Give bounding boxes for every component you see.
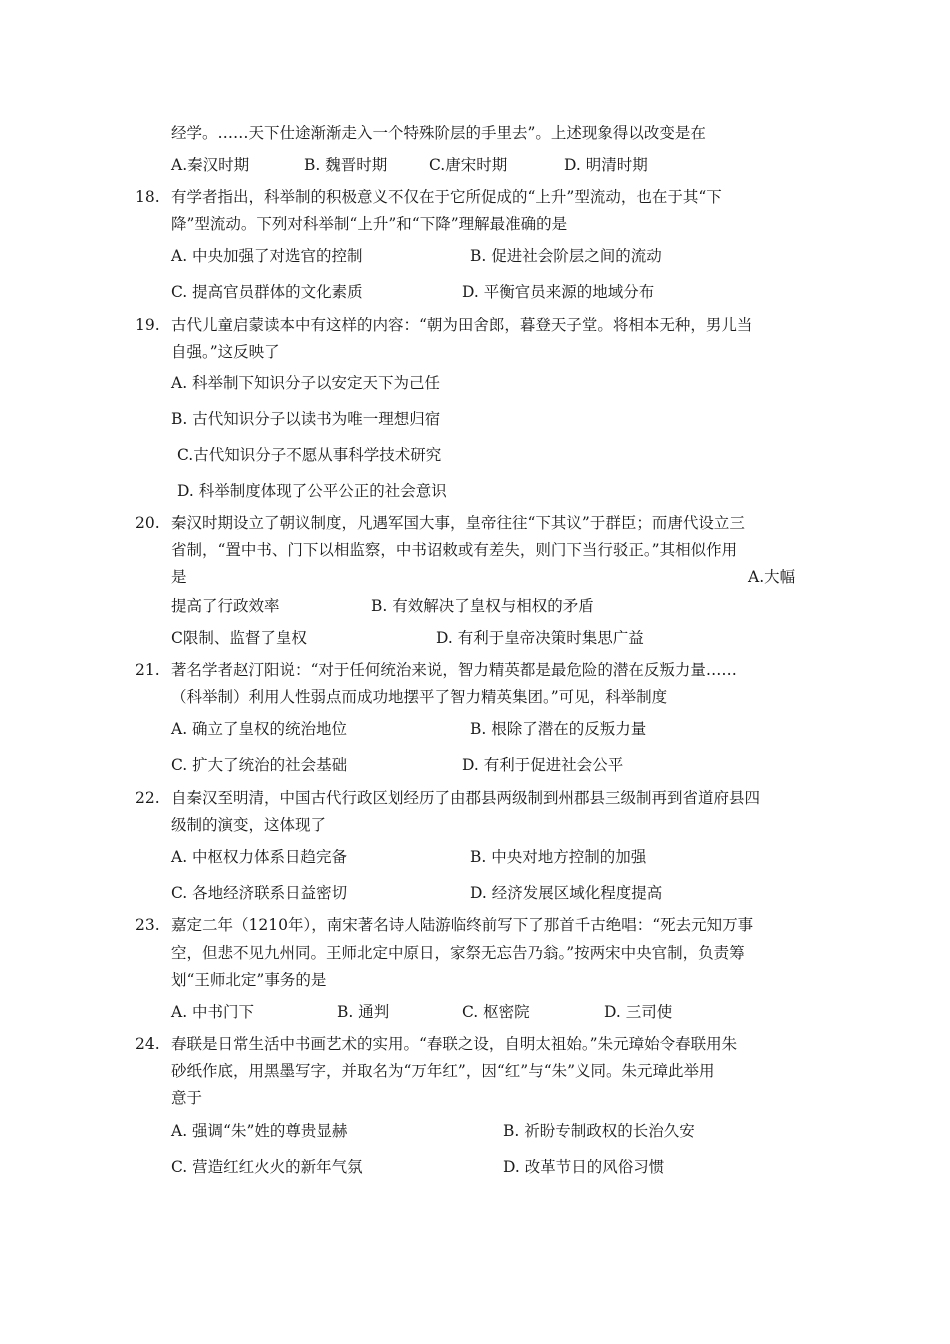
q20-option-a-end: 提高了行政效率 <box>171 597 280 615</box>
q20-option-c: C限制、监督了皇权 <box>171 629 307 647</box>
q21-option-d: D. 有利于促进社会公平 <box>462 756 624 774</box>
q23-option-d: D. 三司使 <box>604 1003 673 1021</box>
q18-stem-line1: 有学者指出，科举制的积极意义不仅在于它所促成的“上升”型流动，也在于其“下 <box>171 188 722 206</box>
q17-option-d: D. 明清时期 <box>564 156 648 174</box>
q21-stem-line2: （科举制）利用人性弱点而成功地摆平了智力精英集团。”可见，科举制度 <box>171 688 668 706</box>
q24-option-a: A. 强调“朱”姓的尊贵显赫 <box>171 1122 348 1140</box>
q22-option-c: C. 各地经济联系日益密切 <box>171 884 348 902</box>
q23-option-a: A. 中书门下 <box>171 1003 255 1021</box>
q19-option-a: A. 科举制下知识分子以安定天下为己任 <box>171 374 441 392</box>
q20-option-a-start: A.大幅 <box>748 568 796 586</box>
q19-option-d: D. 科举制度体现了公平公正的社会意识 <box>177 482 447 500</box>
q23-option-c: C. 枢密院 <box>462 1003 530 1021</box>
q24-option-d: D. 改革节日的风俗习惯 <box>503 1158 665 1176</box>
q18-stem-line2: 降”型流动。下列对科举制“上升”和“下降”理解最准确的是 <box>171 215 568 233</box>
q23-stem-line1: 嘉定二年（1210年），南宋著名诗人陆游临终前写下了那首千古绝唱：“死去元知万事 <box>171 916 754 934</box>
q18-option-c: C. 提高官员群体的文化素质 <box>171 283 363 301</box>
q18-option-b: B. 促进社会阶层之间的流动 <box>470 247 662 265</box>
q19-stem-line1: 古代儿童启蒙读本中有这样的内容：“朝为田舍郎，暮登天子堂。将相本无种，男儿当 <box>171 316 753 334</box>
q17-option-a: A.秦汉时期 <box>171 156 250 174</box>
q18-number: 18. <box>135 188 160 206</box>
q22-option-a: A. 中枢权力体系日趋完备 <box>171 848 348 866</box>
q17-option-b: B. 魏晋时期 <box>304 156 388 174</box>
q18-option-d: D. 平衡官员来源的地域分布 <box>462 283 655 301</box>
q21-number: 21. <box>135 661 160 679</box>
q21-stem-line1: 著名学者赵汀阳说：“对于任何统治来说，智力精英都是最危险的潜在反叛力量…… <box>171 661 737 679</box>
q19-option-b: B. 古代知识分子以读书为唯一理想归宿 <box>171 410 441 428</box>
q22-stem-line2: 级制的演变，这体现了 <box>171 816 327 834</box>
q24-option-c: C. 营造红红火火的新年气氛 <box>171 1158 363 1176</box>
q20-option-b: B. 有效解决了皇权与相权的矛盾 <box>371 597 594 615</box>
q24-stem-line3: 意于 <box>171 1089 203 1107</box>
q20-option-d: D. 有利于皇帝决策时集思广益 <box>436 629 644 647</box>
q19-number: 19. <box>135 316 160 334</box>
q24-option-b: B. 祈盼专制政权的长治久安 <box>503 1122 695 1140</box>
q20-stem-line3: 是 <box>171 568 187 586</box>
q23-stem-line3: 划“王师北定”事务的是 <box>171 971 327 989</box>
q21-option-b: B. 根除了潜在的反叛力量 <box>470 720 647 738</box>
q23-number: 23. <box>135 916 160 934</box>
q21-option-a: A. 确立了皇权的统治地位 <box>171 720 348 738</box>
q24-stem-line1: 春联是日常生活中书画艺术的实用。“春联之设，自明太祖始。”朱元璋始令春联用朱 <box>171 1035 738 1053</box>
q22-option-d: D. 经济发展区域化程度提高 <box>470 884 663 902</box>
q20-number: 20. <box>135 514 160 532</box>
q22-number: 22. <box>135 789 160 807</box>
q22-option-b: B. 中央对地方控制的加强 <box>470 848 647 866</box>
q17-stem-line: 经学。……天下仕途渐渐走入一个特殊阶层的手里去”。上述现象得以改变是在 <box>171 124 706 142</box>
q24-number: 24. <box>135 1035 160 1053</box>
q17-option-c: C.唐宋时期 <box>429 156 508 174</box>
q24-stem-line2: 砂纸作底，用黑墨写字，并取名为“万年红”，因“红”与“朱”义同。朱元璋此举用 <box>171 1062 715 1080</box>
q21-option-c: C. 扩大了统治的社会基础 <box>171 756 348 774</box>
q20-stem-line2: 省制，“置中书、门下以相监察，中书诏敕或有差失，则门下当行驳正。”其相似作用 <box>171 541 738 559</box>
q18-option-a: A. 中央加强了对选官的控制 <box>171 247 363 265</box>
q20-stem-line1: 秦汉时期设立了朝议制度，凡遇军国大事，皇帝往往“下其议”于群臣；而唐代设立三 <box>171 514 745 532</box>
q23-stem-line2: 空，但悲不见九州同。王师北定中原日，家祭无忘告乃翁。”按两宋中央官制，负责筹 <box>171 944 745 962</box>
q23-option-b: B. 通判 <box>337 1003 390 1021</box>
q19-option-c: C.古代知识分子不愿从事科学技术研究 <box>177 446 442 464</box>
q22-stem-line1: 自秦汉至明清，中国古代行政区划经历了由郡县两级制到州郡县三级制再到省道府县四 <box>171 789 761 807</box>
q19-stem-line2: 自强。”这反映了 <box>171 343 280 361</box>
